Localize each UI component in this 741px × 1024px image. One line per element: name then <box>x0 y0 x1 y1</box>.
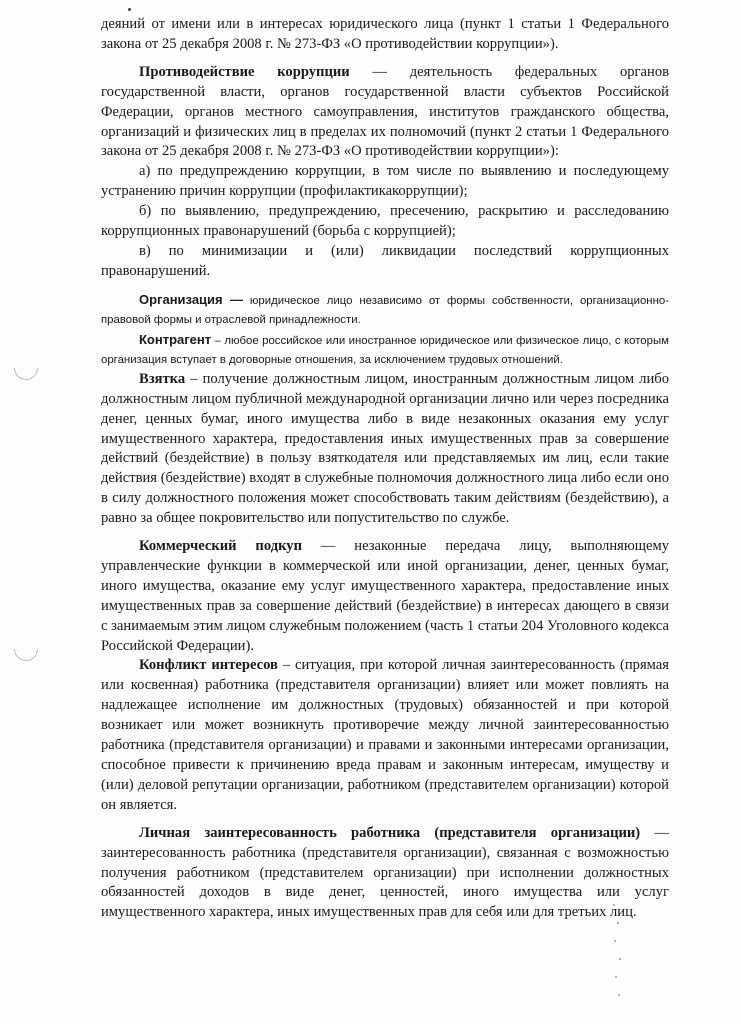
paragraph-text: б) по выявлению, предупреждению, пресечению, раскрытию и расследованию коррупционных правонарушений (борьба с коррупцией); <box>101 203 669 240</box>
hole-punch-mark <box>9 632 43 666</box>
term: Конфликт интересов <box>139 657 278 674</box>
term: Коммерческий подкуп <box>139 538 302 555</box>
definition-text: – любое российское или иностранное юридическое или физическое лицо, с которым организация вступает в договорные отношения, за исключением трудовых отношений. <box>101 334 669 366</box>
paragraph-continuation <box>101 15 669 55</box>
list-item-a <box>101 162 669 202</box>
definition-text: — заинтересованность работника (представителя организации), связанная с возможностью получения работником (представителем организации) при исполнении должностных обязанностей доходов в виде денег, ценностей, иного имущества или услуг имущественного характера, иных имущественных прав для себя или для третьих лиц. <box>101 824 669 921</box>
list-item-b <box>101 202 669 242</box>
definition-organization <box>101 290 669 330</box>
term: Контрагент <box>139 331 212 347</box>
definition-anticorruption <box>101 63 669 163</box>
paragraph-text: в) по минимизации и (или) ликвидации последствий коррупционных правонарушений. <box>101 242 669 279</box>
paragraph-text: деяний от имени или в интересах юридического лица (пункт 1 статьи 1 Федерального закона от 25 декабря 2008 г. № 273-ФЗ «О противодействии коррупции»). <box>101 16 669 52</box>
definition-text: — незаконные передача лицу, выполняющему управленческие функции в коммерческой или иной организации, денег, ценных бумаг, иного имущества, оказание ему услуг имущественного характера, предоставление иных имущественных прав за совершение действий (бездействие) в интересах дающего в связи с занимаемым этим лицом служебным положением (часть 1 статьи 204 Уголовного кодекса Российской Федерации). <box>101 538 669 654</box>
term: Личная заинтересованность работника (представителя организации) <box>139 824 641 841</box>
hole-punch-mark <box>9 351 43 385</box>
term: Организация — <box>139 291 243 307</box>
term: Противодействие коррупции <box>139 63 350 80</box>
definition-text: – получение должностным лицом, иностранным должностным лицом либо должностным лицом публичной международной организации лично или через посредника денег, ценных бумаг, иного имущества либо в виде незаконных оказания ему услуг имущественного характера, предоставления иных имущественных прав за совершение действий (бездействие) в пользу взяткодателя или представляемых им лиц, если такие действия (бездействие) входят в служебные полномочия должностного лица либо если оно в силу должностного положения может способствовать таким действиям (бездействию), а равно за общее покровительство или попустительство по службе. <box>101 370 669 527</box>
definition-counterparty <box>101 330 669 370</box>
definition-conflict-of-interest <box>101 656 669 815</box>
definition-bribe <box>101 370 669 529</box>
definition-personal-interest <box>101 824 669 924</box>
paragraph-text: а) по предупреждению коррупции, в том числе по выявлению и последующему устранению причин коррупции (профилактикакоррупции); <box>101 163 669 200</box>
term: Взятка <box>139 370 186 387</box>
definition-commercial-bribery <box>101 537 669 656</box>
scan-speck <box>128 8 131 11</box>
definition-text: — деятельность федеральных органов государственной власти, органов государственной власти субъектов Российской Федерации, органов местного самоуправления, институтов гражданского общества, организаций и физических лиц в пределах их полномочий (пункт 2 статьи 1 Федерального закона от 25 декабря 2008 г. № 273-ФЗ «О противодействии коррупции»): <box>101 63 670 160</box>
definition-text: – ситуация, при которой личная заинтересованность (прямая или косвенная) работника (представителя организации) влияет или может повлиять на надлежащее исполнение им должностных (трудовых) обязанностей и при которой возникает или может возникнуть противоречие между личной заинтересованностью работника (представителя организации) и правами и законными интересами организации, способное привести к причинению вреда правам и законным интересам, имуществу и (или) деловой репутации организации, работником (представителем организации) которой он является. <box>101 657 669 813</box>
list-item-c <box>101 242 669 282</box>
document-body <box>101 15 669 923</box>
definition-text: юридическое лицо независимо от формы собственности, организационно-правовой формы и отраслевой принадлежности. <box>101 294 669 326</box>
